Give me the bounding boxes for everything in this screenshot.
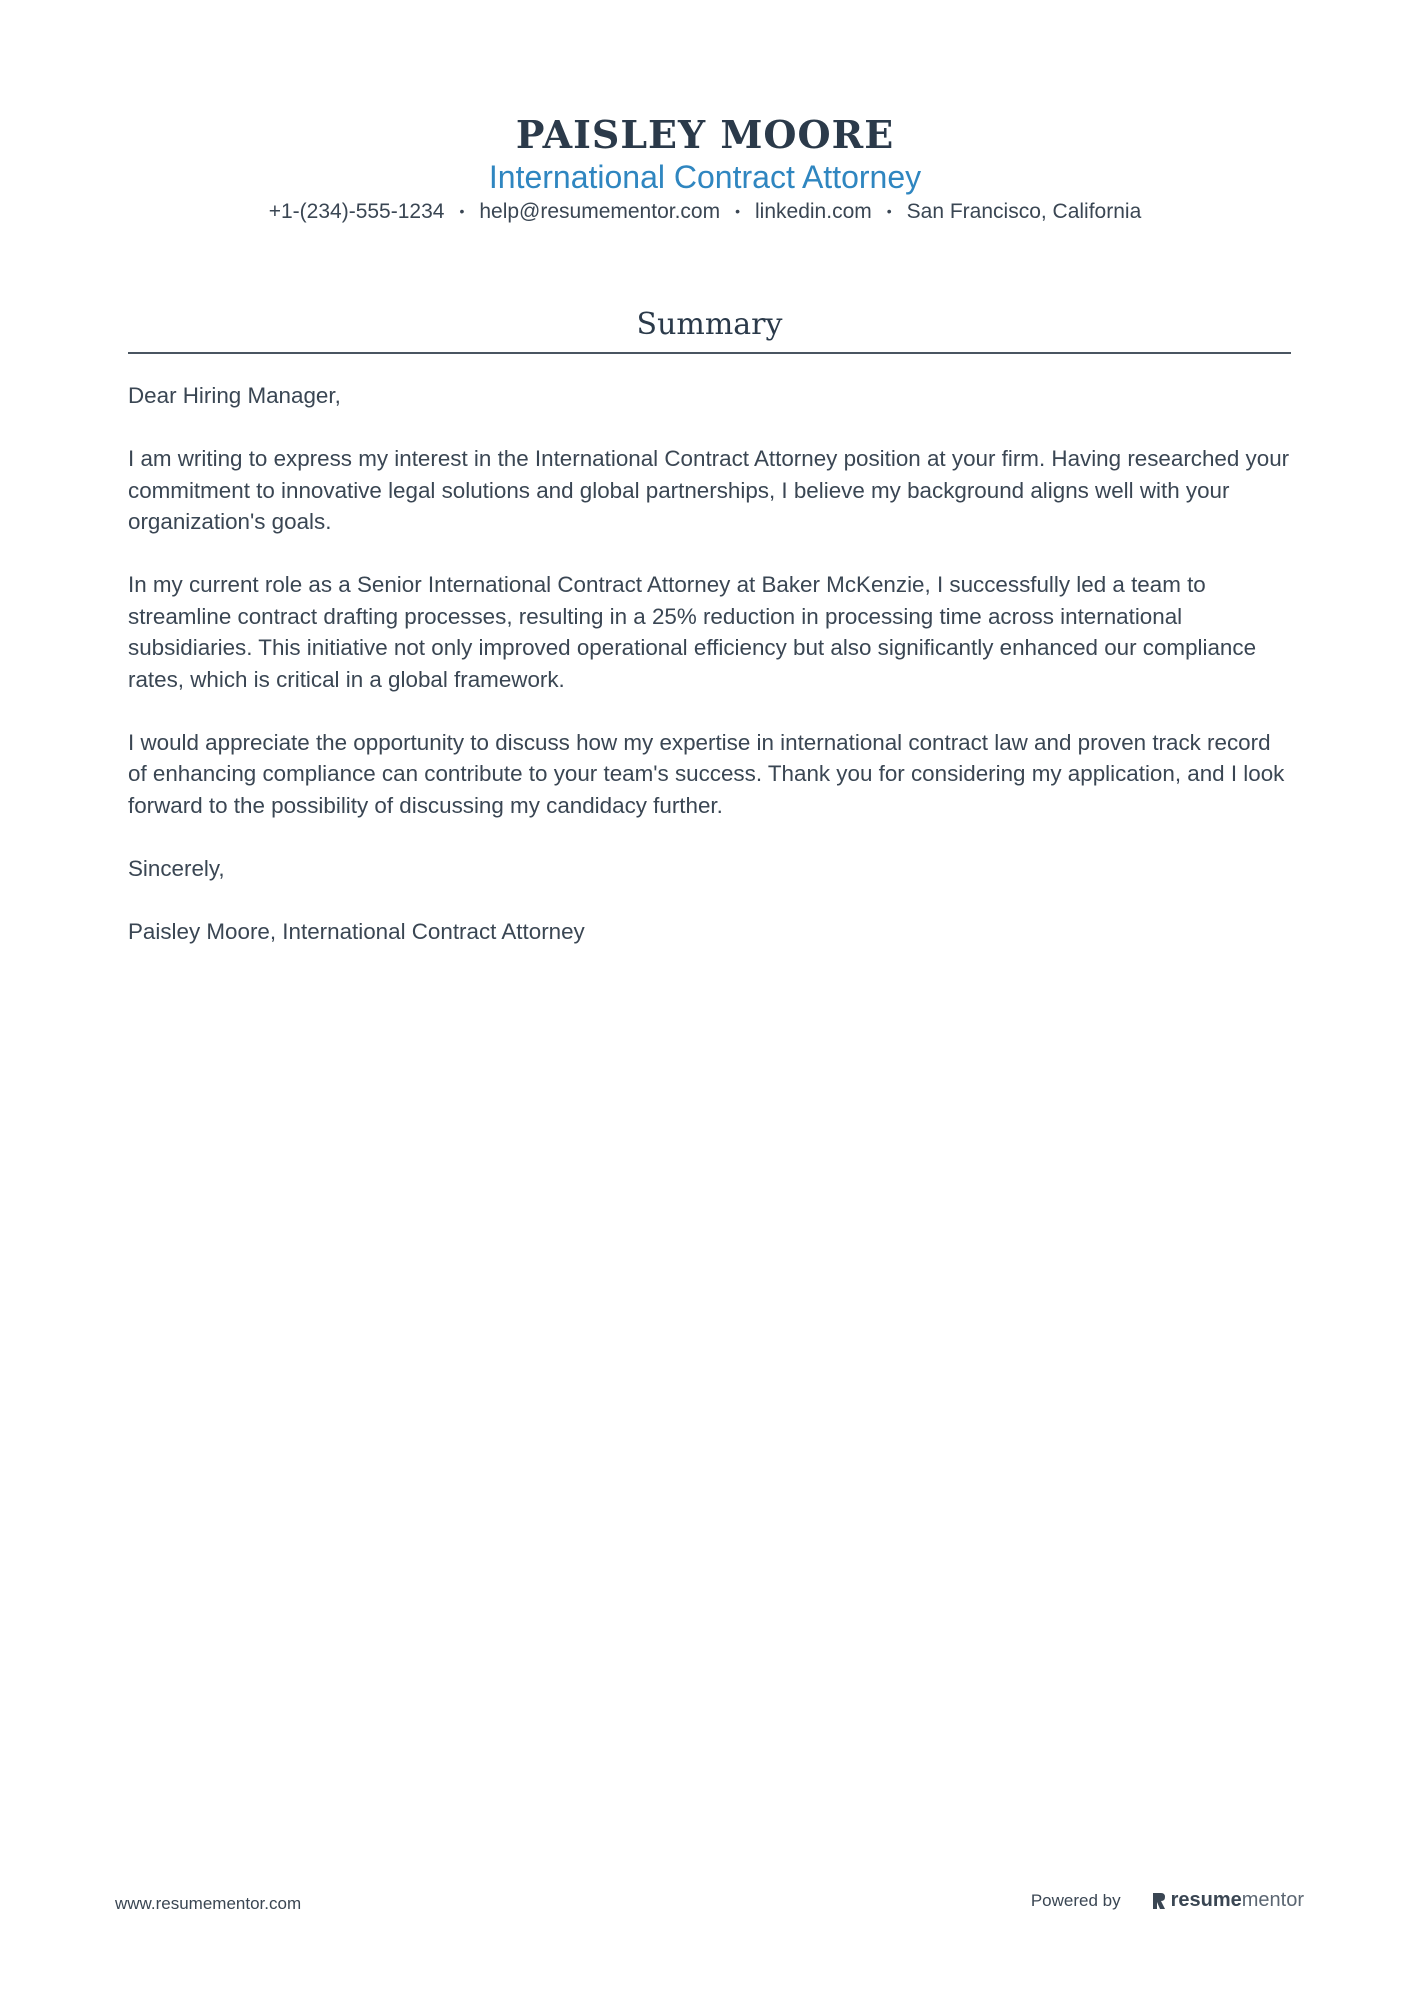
- section-divider: [128, 352, 1291, 354]
- letter-paragraph: I would appreciate the opportunity to discuss how my expertise in international contract law and proven track record of enhancing compliance can contribute to your team's success. Thank you for considering my application, and I look forward to the possibility of discussing my candidacy further.: [128, 729, 1285, 818]
- resumementor-logo-icon: [1151, 1891, 1167, 1911]
- letter-greeting: Dear Hiring Manager,: [128, 383, 341, 408]
- contact-email: help@resumementor.com: [479, 200, 721, 223]
- letter-paragraph: In my current role as a Senior International Contract Attorney at Baker McKenzie, I successfully led a team to streamline contract drafting processes, resulting in a 25% reduction in processing time across international subsidiaries. This initiative not only improved operational efficiency but also significantly enhanced our compliance rates, which is critical in a global framework.: [128, 572, 1257, 692]
- footer-website: www.resumementor.com: [115, 1894, 302, 1913]
- logo-text-bold: resume: [1170, 1889, 1242, 1911]
- contact-separator: •: [735, 203, 741, 219]
- resumementor-logo: [1151, 1889, 1304, 1912]
- contact-separator: •: [886, 203, 892, 219]
- letter-signature: Paisley Moore, International Contract Attorney: [128, 918, 585, 944]
- logo-text-light: mentor: [1241, 1889, 1304, 1911]
- candidate-job-title: International Contract Attorney: [488, 159, 922, 195]
- contact-separator: •: [459, 203, 465, 219]
- contact-phone: +1-(234)-555-1234: [268, 200, 445, 223]
- powered-by-label: Powered by: [1030, 1890, 1121, 1910]
- contact-info: [0, 198, 1410, 227]
- candidate-name: PAISLEY MOORE: [515, 112, 895, 157]
- contact-location: San Francisco, California: [906, 200, 1142, 223]
- section-title-summary: Summary: [636, 307, 783, 342]
- letter-paragraph: I am writing to express my interest in the International Contract Attorney position at your firm. Having researched your commitment to innovative legal solutions and global partnerships, I believe my background aligns well with your organization's goals.: [128, 446, 1290, 534]
- letter-closing: Sincerely,: [128, 855, 225, 881]
- footer-branding: [1031, 1889, 1304, 1912]
- contact-website: linkedin.com: [755, 200, 872, 223]
- letter-body: [128, 380, 1291, 979]
- letter-header: [0, 112, 1410, 227]
